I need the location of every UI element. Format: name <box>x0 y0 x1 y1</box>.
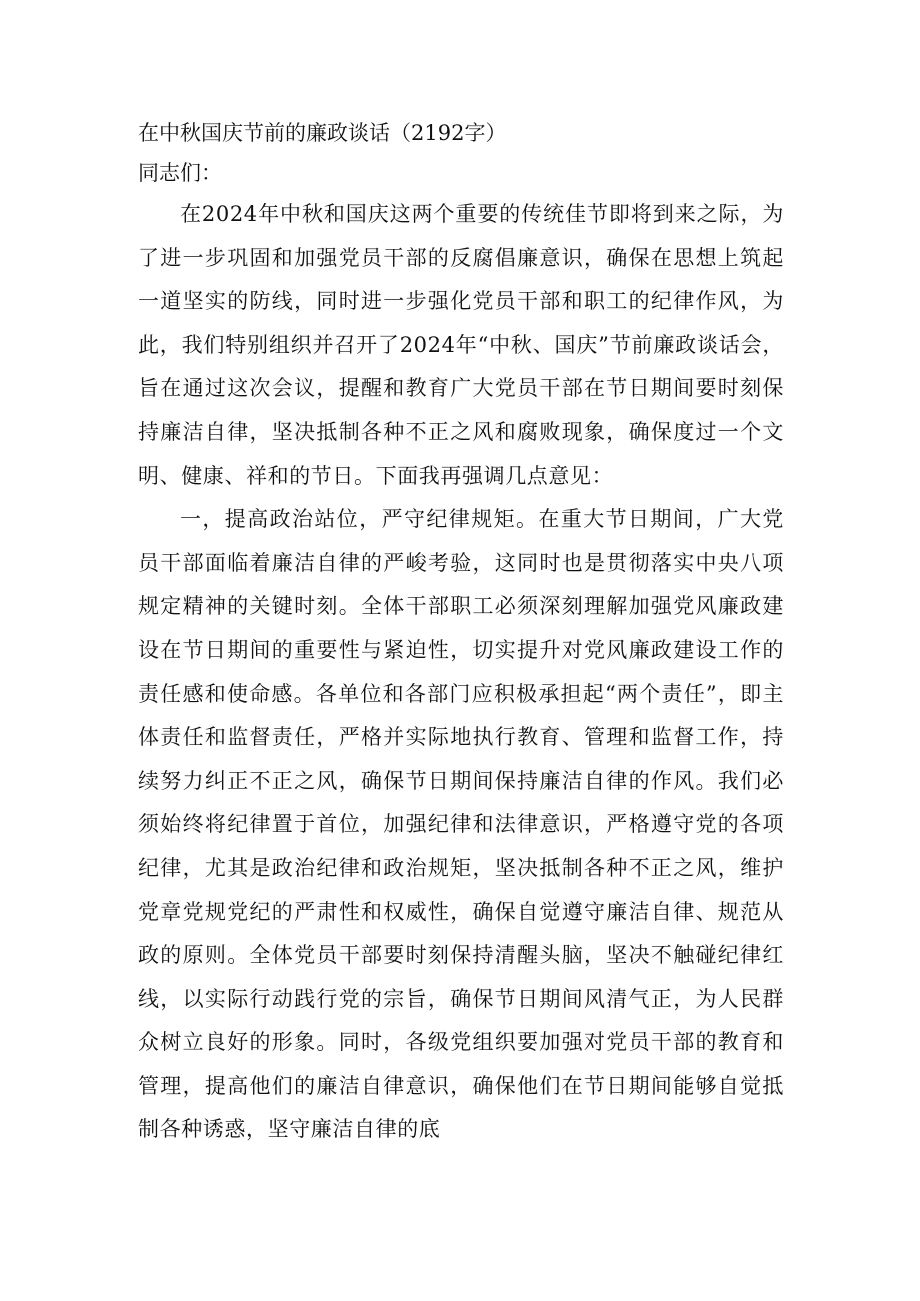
document-title: 在中秋国庆节前的廉政谈话（2192字） <box>138 121 507 145</box>
salutation: 同志们： <box>138 161 222 185</box>
paragraph-point-one: 一，提高政治站位，严守纪律规矩。在重大节日期间，广大党员干部面临着廉洁自律的严峻考验，这同时也是贯彻落实中央八项规定精神的关键时刻。全体干部职工必须深刻理解加强党风廉政建设在节日期间的重要性与紧迫性，切实提升对党风廉政建设工作的责任感和使命感。各单位和各部门应积极承担起“两个责任”，即主体责任和监督责任，严格并实际地执行教育、管理和监督工作，持续努力纠正不正之风，确保节日期间保持廉洁自律的作风。我们必须始终将纪律置于首位，加强纪律和法律意识，严格遵守党的各项纪律，尤其是政治纪律和政治规矩，坚决抵制各种不正之风，维护党章党规党纪的严肃性和权威性，确保自觉遵守廉洁自律、规范从政的原则。全体党员干部要时刻保持清醒头脑，坚决不触碰纪律红线，以实际行动践行党的宗旨，确保节日期间风清气正，为人民群众树立良好的形象。同时，各级党组织要加强对党员干部的教育和管理，提高他们的廉洁自律意识，确保他们在节日期间能够自觉抵制各种诱惑，坚守廉洁自律的底 <box>138 507 784 1142</box>
paragraph-intro: 在2024年中秋和国庆这两个重要的传统佳节即将到来之际，为了进一步巩固和加强党员干部的反腐倡廉意识，确保在思想上筑起一道坚实的防线，同时进一步强化党员干部和职工的纪律作风，为此，我们特别组织并召开了2024年“中秋、国庆”节前廉政谈话会，旨在通过这次会议，提醒和教育广大党员干部在节日期间要时刻保持廉洁自律，坚决抵制各种不正之风和腐败现象，确保度过一个文明、健康、祥和的节日。下面我再强调几点意见： <box>138 202 784 488</box>
document-page <box>138 113 784 1152</box>
